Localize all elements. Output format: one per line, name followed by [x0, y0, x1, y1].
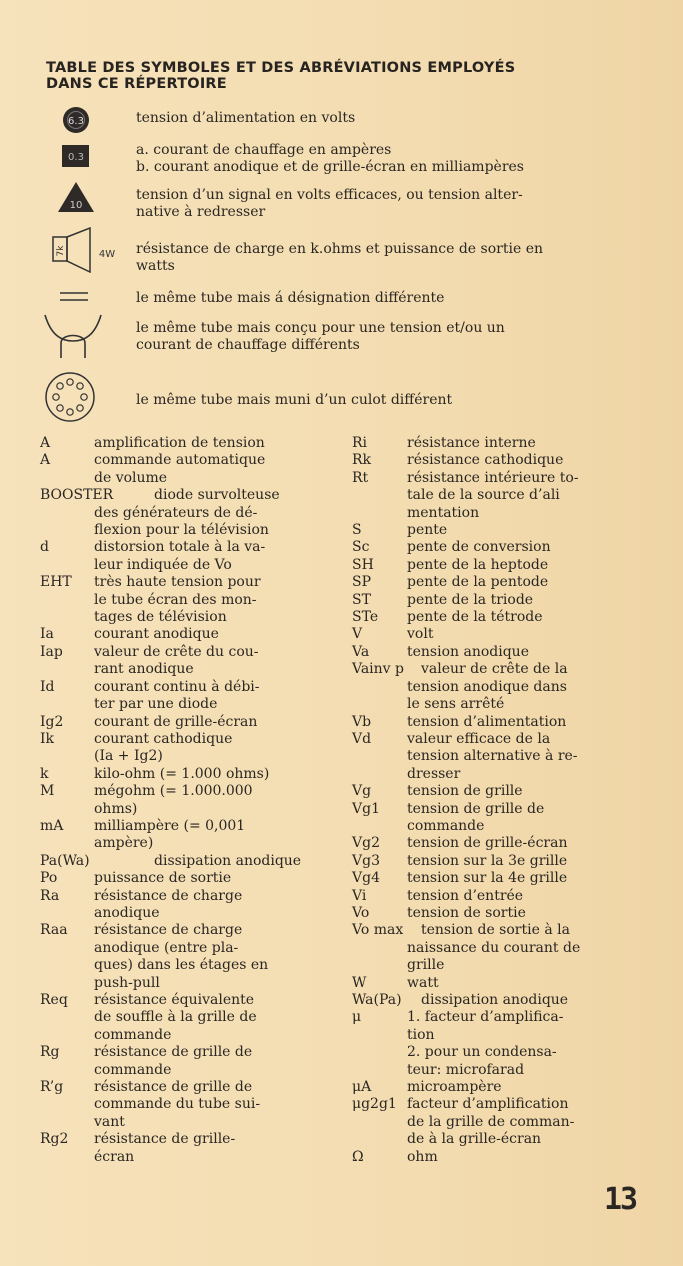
abbreviation-definition — [40, 1044, 305, 1079]
abbreviation-entry — [352, 592, 612, 609]
definition-line: pente de la heptode — [407, 556, 549, 573]
abbreviation-definition — [352, 1079, 612, 1096]
abbreviation-entry — [40, 766, 305, 783]
abbreviation-definition — [352, 1149, 612, 1166]
abbreviation-entry — [352, 452, 612, 469]
abbreviation-symbol: Vd — [352, 730, 372, 747]
abbreviation-definition — [352, 435, 612, 452]
abbreviation-entry — [40, 626, 305, 643]
abbreviation-definition — [352, 714, 612, 731]
equals-icon — [60, 291, 88, 303]
abbreviation-entry — [352, 661, 612, 713]
abbreviation-symbol: Vainv p — [352, 661, 404, 678]
abbreviation-symbol: Ri — [352, 435, 368, 451]
abbreviation-symbol: Vg1 — [352, 800, 380, 817]
abbreviation-entry — [352, 1149, 612, 1166]
definition-line: pente de la triode — [407, 591, 534, 608]
abbreviation-symbol: μg2g1 — [352, 1096, 397, 1113]
definition-line: kilo-ohm (= 1.000 ohms) — [94, 765, 270, 782]
definition-line: leur indiquée de Vo — [94, 556, 232, 573]
abbreviation-entry — [352, 783, 612, 800]
definition-line: watt — [407, 974, 439, 991]
abbreviation-symbol: Ω — [352, 1148, 364, 1165]
abbreviation-entry — [40, 783, 305, 818]
abbreviation-symbol: Va — [352, 643, 370, 660]
definition-line: valeur de crête de la — [421, 661, 568, 678]
abbreviation-definition — [352, 592, 612, 609]
abbreviation-definition — [352, 557, 612, 574]
abbreviation-entry — [352, 539, 612, 556]
abbreviation-entry — [352, 609, 612, 626]
abbreviation-entry — [40, 922, 305, 992]
definition-line: de à la grille-écran — [407, 1131, 542, 1148]
abbreviation-entry — [40, 574, 305, 626]
abbreviation-definition — [352, 626, 612, 643]
abbreviation-entry — [40, 870, 305, 887]
abbreviation-definition — [40, 644, 305, 679]
abbreviation-symbol: Rt — [352, 469, 369, 486]
abbreviation-entry — [40, 731, 305, 766]
legend-text-current: a. courant de chauffage en ampères b. courant anodique et de grille-écran en milliampères — [136, 142, 524, 175]
definition-line: résistance de charge — [94, 887, 243, 904]
definition-line: dresser — [407, 765, 461, 782]
abbreviation-symbol: EHT — [40, 574, 72, 591]
abbreviation-symbol: Vo — [352, 904, 370, 921]
abbreviation-symbol: μA — [352, 1079, 372, 1096]
abbreviation-definition — [352, 522, 612, 539]
definition-line: puissance de sortie — [94, 870, 232, 887]
definition-line: tension d’entrée — [407, 887, 524, 904]
filament-icon — [43, 313, 103, 359]
abbreviation-definition — [352, 1009, 612, 1079]
definition-line: courant continu à débi- — [94, 678, 260, 695]
abbreviation-entry — [352, 557, 612, 574]
abbreviation-symbol: Ra — [40, 887, 60, 904]
definition-line: valeur de crête du cou- — [94, 643, 259, 660]
legend-text-heater: le même tube mais conçu pour une tension et/ou un courant de chauffage différents — [136, 320, 505, 353]
definition-line: résistance de charge — [94, 922, 243, 939]
square-badge-label: 0.3 — [68, 152, 84, 163]
definition-line: rant anodique — [94, 661, 194, 678]
abbreviation-entry — [352, 1009, 612, 1079]
definition-line: distorsion totale à la va- — [94, 539, 266, 556]
abbreviation-entry — [352, 975, 612, 992]
definition-line: résistance de grille de — [94, 1079, 253, 1096]
abbreviation-definition — [352, 731, 612, 783]
abbreviation-entry — [40, 452, 305, 487]
abbreviation-entry — [352, 888, 612, 905]
abbreviation-symbol: M — [40, 783, 55, 800]
definition-line: le tube écran des mon- — [94, 591, 257, 608]
abbreviation-entry — [40, 487, 305, 539]
definition-line: commande automatique — [94, 452, 266, 469]
abbreviation-entry — [40, 435, 305, 452]
abbreviation-symbol: Rk — [352, 452, 372, 469]
definition-line: tension alternative à re- — [407, 748, 578, 765]
definition-line: résistance de grille- — [94, 1131, 236, 1148]
abbreviation-entry — [352, 922, 612, 974]
definition-line: commande — [94, 1026, 172, 1043]
speaker-resistance-label: 7k — [56, 245, 66, 257]
abbreviation-entry — [352, 522, 612, 539]
abbreviation-symbol: W — [352, 974, 367, 991]
definition-line: tension de grille de — [407, 800, 545, 817]
abbreviation-symbol: Iap — [40, 643, 63, 660]
abbreviation-symbol: SP — [352, 574, 372, 591]
abbreviation-entry — [352, 470, 612, 522]
abbreviation-symbol: A — [40, 435, 51, 451]
abbreviation-symbol: Rg2 — [40, 1131, 69, 1148]
abbreviation-symbol: Id — [40, 678, 55, 695]
abbreviation-definition — [352, 853, 612, 870]
abbreviation-definition — [352, 783, 612, 800]
abbreviation-definition — [40, 783, 305, 818]
definition-line: anodique — [94, 904, 160, 921]
circle-badge-label: 6.3 — [68, 116, 84, 127]
abbreviation-definition — [40, 766, 305, 783]
definition-line: ampère) — [94, 835, 154, 852]
page-number: 13 — [604, 1182, 637, 1217]
legend-text-signal: tension d’un signal en volts efficaces, ou tension alter- native à redresser — [136, 187, 523, 220]
definition-line: ter par une diode — [94, 696, 218, 713]
definition-line: vant — [94, 1113, 125, 1130]
abbreviation-entry — [40, 853, 305, 870]
legend-text-socket: le même tube mais muni d’un culot différent — [136, 392, 453, 408]
abbreviations-right-column — [352, 435, 612, 1166]
abbreviation-definition — [352, 574, 612, 591]
abbreviation-entry — [352, 801, 612, 836]
title-line-2: DANS CE RÉPERTOIRE — [46, 76, 227, 92]
definition-line: résistance intérieure to- — [407, 469, 579, 486]
abbreviation-definition — [352, 539, 612, 556]
abbreviation-entry — [40, 992, 305, 1044]
abbreviation-definition — [40, 731, 305, 766]
abbreviation-definition — [40, 1079, 305, 1131]
abbreviation-entry — [352, 574, 612, 591]
definition-line: pente — [407, 522, 448, 539]
abbreviation-definition — [40, 539, 305, 574]
abbreviation-entry — [352, 835, 612, 852]
definition-line: volt — [407, 626, 434, 643]
abbreviation-symbol: Vi — [352, 887, 367, 904]
definition-line: commande — [94, 1061, 172, 1078]
definition-line: 1. facteur d’amplifica- — [407, 1009, 564, 1026]
abbreviation-definition — [40, 574, 305, 626]
abbreviation-entry — [352, 435, 612, 452]
definition-line: tension sur la 4e grille — [407, 870, 568, 887]
abbreviation-symbol: Vg4 — [352, 870, 380, 887]
abbreviation-entry — [40, 1079, 305, 1131]
definition-line: écran — [94, 1148, 135, 1165]
abbreviation-symbol: V — [352, 626, 363, 643]
abbreviation-symbol: ST — [352, 591, 371, 608]
abbreviation-symbol: Ig2 — [40, 713, 64, 730]
abbreviation-entry — [352, 1079, 612, 1096]
definition-line: dissipation anodique — [421, 992, 569, 1008]
definition-line: pente de conversion — [407, 539, 551, 556]
abbreviation-symbol: Vg3 — [352, 852, 380, 869]
abbreviation-entry — [40, 679, 305, 714]
abbreviation-definition — [352, 905, 612, 922]
abbreviation-symbol: Vb — [352, 713, 372, 730]
definition-line: tension anodique dans — [407, 678, 567, 695]
abbreviation-definition — [40, 626, 305, 643]
abbreviation-entry — [352, 714, 612, 731]
definition-line: tension sur la 3e grille — [407, 852, 568, 869]
abbreviation-definition — [40, 922, 305, 992]
abbreviation-definition — [352, 835, 612, 852]
definition-line: mégohm (= 1.000.000 — [94, 783, 253, 800]
definition-line: résistance interne — [407, 435, 536, 451]
abbreviation-definition — [352, 452, 612, 469]
abbreviation-definition — [40, 870, 305, 887]
speaker-power-label: 4W — [98, 249, 116, 260]
abbreviation-definition — [352, 801, 612, 836]
definition-line: 2. pour un condensa- — [407, 1044, 557, 1061]
abbreviation-symbol: STe — [352, 609, 379, 626]
definition-line: le sens arrêté — [407, 696, 505, 713]
legend-text-load: résistance de charge en k.ohms et puissance de sortie en watts — [136, 241, 543, 274]
definition-line: pente de la tétrode — [407, 609, 543, 626]
definition-line: de la grille de comman- — [407, 1113, 575, 1130]
definition-line: tension de sortie à la — [421, 922, 570, 939]
definition-line: tension anodique — [407, 643, 529, 660]
definition-line: (Ia + Ig2) — [94, 748, 163, 765]
definition-line: diode survolteuse — [154, 487, 280, 504]
abbreviation-definition — [40, 818, 305, 853]
definition-line: amplification de tension — [94, 435, 265, 451]
definition-line: tages de télévision — [94, 609, 227, 626]
definition-line: ques) dans les étages en — [94, 957, 269, 974]
abbreviation-definition — [40, 714, 305, 731]
abbreviation-symbol: μ — [352, 1009, 362, 1026]
definition-line: courant anodique — [94, 626, 219, 643]
abbreviations-left-column — [40, 435, 305, 1166]
abbreviation-definition — [352, 870, 612, 887]
abbreviation-entry — [352, 992, 612, 1009]
abbreviation-entry — [40, 714, 305, 731]
page-title — [46, 60, 646, 92]
definition-line: très haute tension pour — [94, 574, 261, 591]
legend-text-supply: tension d’alimentation en volts — [136, 110, 356, 126]
abbreviation-definition — [40, 452, 305, 487]
abbreviation-definition — [40, 992, 305, 1044]
definition-line: des générateurs de dé- — [94, 504, 258, 521]
abbreviation-entry — [352, 853, 612, 870]
abbreviation-entry — [40, 539, 305, 574]
abbreviation-symbol: SH — [352, 556, 374, 573]
abbreviation-definition — [40, 435, 305, 452]
abbreviation-symbol: d — [40, 539, 49, 556]
abbreviation-symbol: Ia — [40, 626, 54, 643]
definition-line: naissance du courant de — [407, 939, 581, 956]
title-line-1: TABLE DES SYMBOLES ET DES ABRÉVIATIONS EMPLOYÉS — [46, 60, 516, 76]
abbreviation-entry — [40, 888, 305, 923]
definition-line: de volume — [94, 469, 168, 486]
definition-line: ohms) — [94, 800, 138, 817]
definition-line: microampère — [407, 1079, 502, 1096]
abbreviation-symbol: Pa(Wa) — [40, 852, 90, 869]
abbreviation-definition — [352, 470, 612, 522]
abbreviation-entry — [352, 626, 612, 643]
definition-line: dissipation anodique — [154, 852, 302, 869]
definition-line: tension de sortie — [407, 904, 526, 921]
definition-line: milliampère (= 0,001 — [94, 817, 246, 834]
abbreviation-entry — [40, 644, 305, 679]
legend-text-equivalent: le même tube mais á désignation différente — [136, 290, 445, 306]
definition-line: courant cathodique — [94, 730, 233, 747]
definition-line: push-pull — [94, 974, 160, 991]
abbreviation-symbol: mA — [40, 817, 64, 834]
abbreviation-entry — [352, 905, 612, 922]
definition-line: résistance équivalente — [94, 992, 255, 1008]
abbreviation-symbol: A — [40, 452, 51, 469]
abbreviation-definition — [352, 644, 612, 661]
abbreviation-definition — [40, 1131, 305, 1166]
abbreviation-symbol: R’g — [40, 1079, 64, 1096]
abbreviation-symbol: k — [40, 765, 49, 782]
definition-line: mentation — [407, 504, 480, 521]
circle-badge-icon — [61, 105, 91, 135]
definition-line: teur: microfarad — [407, 1061, 525, 1078]
abbreviation-symbol: Rg — [40, 1044, 60, 1061]
abbreviation-symbol: Vg — [352, 783, 372, 800]
definition-line: courant de grille-écran — [94, 713, 258, 730]
abbreviation-symbol: Wa(Pa) — [352, 992, 402, 1008]
abbreviation-symbol: S — [352, 522, 362, 539]
definition-line: tension de grille — [407, 783, 523, 800]
definition-line: facteur d’amplification — [407, 1096, 569, 1113]
definition-line: grille — [407, 957, 445, 974]
definition-line: valeur efficace de la — [407, 730, 551, 747]
definition-line: résistance cathodique — [407, 452, 564, 469]
abbreviation-symbol: Req — [40, 992, 68, 1008]
abbreviation-symbol: Vg2 — [352, 835, 380, 852]
abbreviation-symbol: Sc — [352, 539, 370, 556]
triangle-badge-icon — [57, 181, 95, 213]
definition-line: tension d’alimentation — [407, 713, 567, 730]
definition-line: anodique (entre pla- — [94, 939, 239, 956]
square-badge-icon — [62, 145, 89, 167]
abbreviation-definition — [352, 609, 612, 626]
abbreviation-entry — [40, 1131, 305, 1166]
definition-line: commande — [407, 817, 485, 834]
abbreviation-entry — [352, 644, 612, 661]
abbreviation-entry — [352, 1096, 612, 1148]
definition-line: ohm — [407, 1148, 438, 1165]
triangle-badge-label: 10 — [69, 200, 83, 211]
abbreviation-definition — [40, 888, 305, 923]
abbreviation-definition — [40, 679, 305, 714]
abbreviation-symbol: BOOSTER — [40, 487, 114, 504]
abbreviation-entry — [40, 818, 305, 853]
abbreviation-definition — [352, 975, 612, 992]
socket-icon — [42, 372, 98, 422]
abbreviation-entry — [40, 1044, 305, 1079]
abbreviation-symbol: Po — [40, 870, 58, 887]
abbreviation-symbol: Vo max — [352, 922, 404, 939]
definition-line: tale de la source d’ali — [407, 487, 560, 504]
definition-line: résistance de grille de — [94, 1044, 253, 1061]
abbreviation-entry — [352, 731, 612, 783]
abbreviation-entry — [352, 870, 612, 887]
definition-line: tension de grille-écran — [407, 835, 568, 852]
abbreviation-symbol: Raa — [40, 922, 68, 939]
definition-line: tion — [407, 1026, 435, 1043]
speaker-icon — [50, 227, 122, 273]
definition-line: flexion pour la télévision — [94, 522, 269, 539]
definition-line: commande du tube sui- — [94, 1096, 261, 1113]
abbreviation-symbol: Ik — [40, 730, 55, 747]
definition-line: pente de la pentode — [407, 574, 549, 591]
definition-line: de souffle à la grille de — [94, 1009, 257, 1026]
abbreviation-definition — [352, 888, 612, 905]
